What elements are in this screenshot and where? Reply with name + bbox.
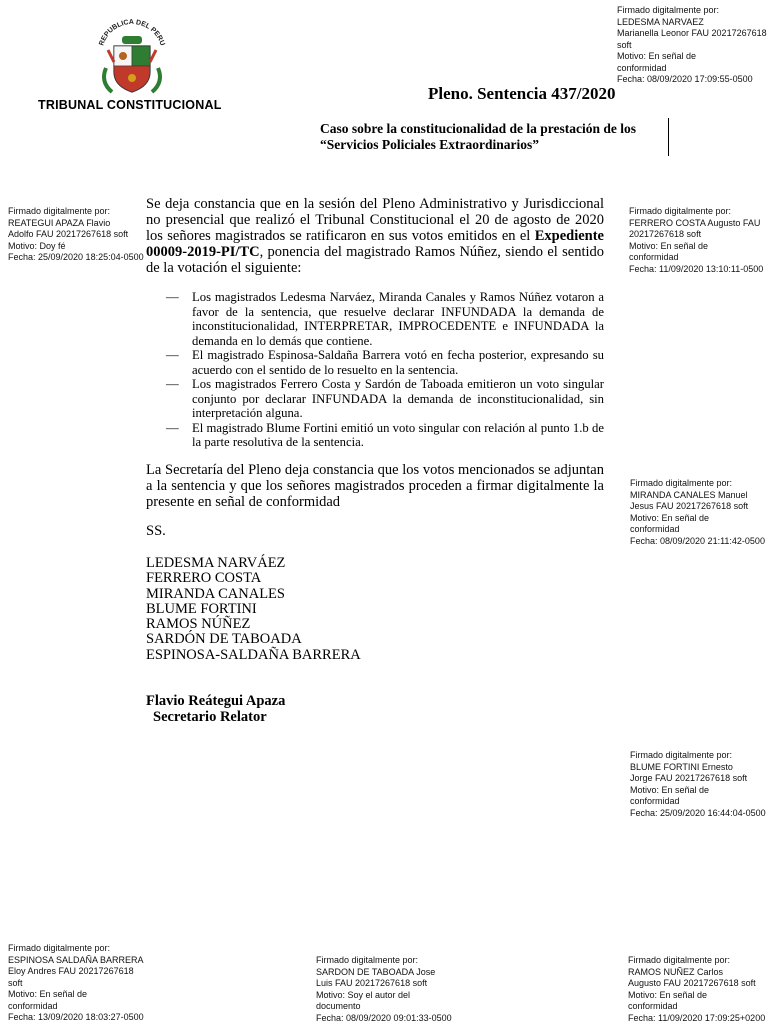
case-number: Expediente 00009-2019-PI/TC: [146, 228, 604, 260]
signature-line: Fecha: 13/09/2020 18:03:27-0500: [8, 1012, 144, 1022]
signature-line: BLUME FORTINI Ernesto: [630, 761, 733, 772]
magistrate-name: ESPINOSA-SALDAÑA BARRERA: [146, 646, 361, 663]
list-item: — Los magistrados Ferrero Costa y Sardón de Taboada emitieron un voto singular conjunto por declarar INFUNDADA la demanda de inconstitucionalidad, sin interpretación alguna.: [166, 377, 604, 420]
signature-line: Motivo: En señal de: [8, 989, 88, 999]
signature-line: Eloy Andres FAU 20217267618: [8, 966, 134, 976]
magistrate-name: SARDÓN DE TABOADA: [146, 631, 302, 648]
magistrate-name: RAMOS NÚÑEZ: [146, 616, 251, 633]
signature-line: soft: [8, 977, 23, 988]
signature-line: conformidad: [628, 1001, 678, 1011]
signature-line: documento: [316, 1001, 361, 1011]
signature-line: Firmado digitalmente por:: [617, 5, 720, 15]
signature-line: Fecha: 11/09/2020 13:10:11-0500: [629, 263, 764, 274]
signature-line: Marianella Leonor FAU 20217267618: [617, 28, 767, 38]
secretary-name: Flavio Reátegui Apaza: [146, 693, 286, 709]
signature-line: Firmado digitalmente por:: [629, 206, 732, 216]
signature-line: Motivo: En señal de: [630, 512, 710, 523]
signature-line: Fecha: 25/09/2020 16:44:04-0500: [630, 807, 766, 818]
secretary-role: Secretario Relator: [153, 709, 267, 725]
signature-line: Firmado digitalmente por:: [628, 955, 731, 965]
signature-line: soft: [617, 39, 632, 50]
intro-text-end: , ponencia del magistrado Ramos Núñez, siendo el sentido de la votación el siguiente:: [146, 244, 604, 276]
signature-line: Firmado digitalmente por:: [630, 478, 733, 488]
signature-blume: [630, 750, 766, 819]
list-item: — El magistrado Blume Fortini emitió un voto singular con relación al punto 1.b de la parte resolutiva de la sentencia.: [166, 420, 604, 449]
coat-of-arms-icon: [92, 10, 172, 98]
signature-line: Luis FAU 20217267618 soft: [316, 978, 428, 988]
signature-line: Motivo: En señal de: [629, 240, 709, 251]
signature-line: SARDON DE TABOADA Jose: [316, 966, 436, 977]
signature-line: Augusto FAU 20217267618 soft: [628, 978, 756, 988]
signature-espinosa: [8, 943, 144, 1024]
list-item: — El magistrado Espinosa-Saldaña Barrera votó en fecha posterior, expresando su acuerdo con el sentido de lo resuelto en la sentencia.: [166, 348, 604, 377]
signature-line: REATEGUI APAZA Flavio: [8, 217, 111, 228]
signature-line: LEDESMA NARVAEZ: [617, 16, 704, 27]
page-title: Pleno. Sentencia 437/2020: [428, 84, 616, 103]
signature-line: conformidad: [630, 524, 680, 534]
intro-paragraph: [146, 196, 604, 276]
signature-line: Motivo: En señal de: [628, 989, 708, 1000]
signature-sardon: [316, 955, 452, 1024]
magistrate-name: MIRANDA CANALES: [146, 585, 285, 602]
signature-line: MIRANDA CANALES Manuel: [630, 489, 748, 500]
signature-line: Firmado digitalmente por:: [8, 206, 111, 216]
signature-line: Fecha: 08/09/2020 17:09:55-0500: [617, 74, 753, 84]
closing-paragraph: La Secretaría del Pleno deja constancia que los votos mencionados se adjuntan a la sentencia y que los señores magistrados proceden a firmar digitalmente la presente en señal de conformidad: [146, 462, 604, 510]
signature-ferrero: [629, 206, 763, 275]
magistrate-names: [146, 556, 361, 663]
signature-ledesma: [617, 5, 767, 86]
signature-line: Fecha: 11/09/2020 17:09:25+0200: [628, 1012, 766, 1023]
signature-line: Adolfo FAU 20217267618 soft: [8, 229, 129, 239]
signature-line: conformidad: [8, 1000, 58, 1011]
magistrate-name: BLUME FORTINI: [146, 600, 257, 617]
magistrate-name: LEDESMA NARVÁEZ: [146, 555, 286, 571]
institution-name: TRIBUNAL CONSTITUCIONAL: [38, 98, 222, 112]
signature-line: Fecha: 25/09/2020 18:25:04-0500: [8, 252, 144, 262]
signature-reategui: [8, 206, 144, 264]
signature-line: conformidad: [630, 796, 680, 806]
signature-line: FERRERO COSTA Augusto FAU: [629, 217, 761, 228]
intro-text: Se deja constancia que en la sesión del Pleno Administrativo y Jurisdiccional no presencial que realizó el Tribunal Constitucional el 20 de agosto de 2020 los señores magistrados se ratificaron en sus votos emitidos en el: [146, 196, 604, 244]
signature-line: Fecha: 08/09/2020 21:11:42-0500: [630, 535, 765, 546]
signature-line: Firmado digitalmente por:: [630, 750, 733, 760]
logo-arc-text: REPUBLICA DEL PERU: [98, 18, 166, 47]
signature-line: Motivo: Doy fé: [8, 240, 66, 251]
signature-line: Motivo: En señal de: [630, 784, 710, 795]
case-title: Caso sobre la constitucionalidad de la prestación de los “Servicios Policiales Extraordinarios”: [320, 121, 637, 152]
secretary-block: [146, 693, 285, 725]
signature-line: Firmado digitalmente por:: [316, 955, 419, 965]
ss-label: SS.: [146, 523, 166, 539]
divider-line: [668, 118, 669, 156]
signature-line: 20217267618 soft: [629, 229, 702, 239]
signature-line: RAMOS NUÑEZ Carlos: [628, 966, 724, 977]
signature-line: conformidad: [629, 252, 679, 262]
signature-line: Firmado digitalmente por:: [8, 943, 111, 953]
magistrate-name: FERRERO COSTA: [146, 570, 262, 587]
vote-list: [166, 290, 604, 450]
signature-miranda: [630, 478, 765, 547]
signature-ramos: [628, 955, 765, 1024]
signature-line: Jesus FAU 20217267618 soft: [630, 501, 749, 511]
signature-line: Fecha: 08/09/2020 09:01:33-0500: [316, 1012, 452, 1023]
signature-line: ESPINOSA SALDAÑA BARRERA: [8, 954, 144, 965]
signature-line: Jorge FAU 20217267618 soft: [630, 773, 748, 783]
list-item: — Los magistrados Ledesma Narváez, Miranda Canales y Ramos Núñez votaron a favor de la sentencia, que resuelve declarar INFUNDADA la demanda de inconstitucionalidad, INTERPRETAR, IMPROCEDENTE e INFUNDADA la demanda en lo demás que contiene.: [166, 290, 604, 348]
signature-line: Motivo: Soy el autor del: [316, 989, 411, 1000]
signature-line: conformidad: [617, 62, 667, 73]
signature-line: Motivo: En señal de: [617, 51, 697, 61]
